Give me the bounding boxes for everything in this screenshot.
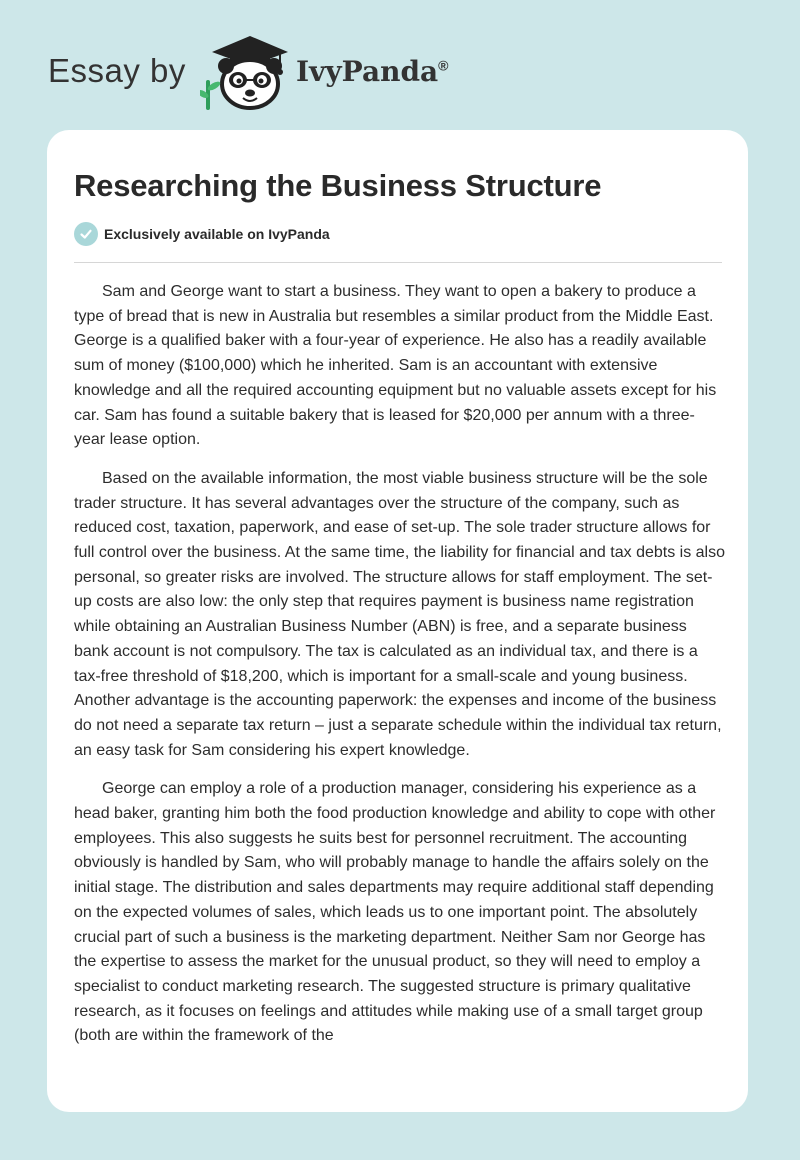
exclusive-badge — [74, 222, 330, 246]
paragraph: Sam and George want to start a business. They want to open a bakery to produce a type of bread that is new in Australia but resembles a similar product from the Middle East. George is a qualified baker with a four-year of experience. He also has a readily available sum of money ($100,000) which he inherited. Sam is an accountant with extensive knowledge and all the required accounting equipment but no valuable assets except for his car. Sam has found a suitable bakery that is leased for $20,000 per annum with a three-year lease option. — [74, 283, 717, 449]
paragraph: George can employ a role of a production manager, considering his experience as a head baker, granting him both the food production knowledge and ability to cope with other employees. This also suggests he suits best for personnel recruitment. The accounting obviously is handled by Sam, who will probably manage to handle the affairs solely on the initial stage. The distribution and sales departments may require additional staff depending on the expected volumes of sales, which leads us to one important point. The absolutely crucial part of such a business is the marketing department. Neither Sam nor George has the expertise to assess the market for the unusual product, so they will need to employ a specialist to conduct marketing research. The suggested structure is primary qualitative research, as it focuses on feelings and attitudes while making use of a small target group (both are within the framework of the — [74, 780, 716, 1045]
panda-graduate-icon[interactable] — [200, 30, 300, 112]
divider — [74, 262, 722, 263]
exclusive-label: Exclusively available on IvyPanda — [104, 226, 330, 242]
brand-logo-text[interactable]: IvyPanda® — [296, 55, 449, 88]
essay-body — [74, 280, 725, 1063]
site-header — [0, 0, 800, 130]
check-circle-icon — [74, 222, 98, 246]
essay-by-label: Essay by — [48, 52, 186, 89]
essay-card — [47, 130, 748, 1112]
page-title: Researching the Business Structure — [74, 168, 602, 203]
paragraph: Based on the available information, the most viable business structure will be the sole trader structure. It has several advantages over the structure of the company, such as reduced cost, taxation, paperwork, and ease of set-up. The sole trader structure allows for full control over the business. At the same time, the liability for financial and tax debts is also personal, so greater risks are involved. The structure allows for staff employment. The set-up costs are also low: the only step that requires payment is business name registration while obtaining an Australian Business Number (ABN) is free, and a separate business bank account is not compulsory. The tax is calculated as an individual tax, and there is a tax-free threshold of $18,200, which is important for a small-scale and young business. Another advantage is the accounting paperwork: the expenses and income of the business do not need a separate tax return – just a separate schedule within the individual tax return, an easy task for Sam considering his expert knowledge. — [74, 469, 725, 759]
